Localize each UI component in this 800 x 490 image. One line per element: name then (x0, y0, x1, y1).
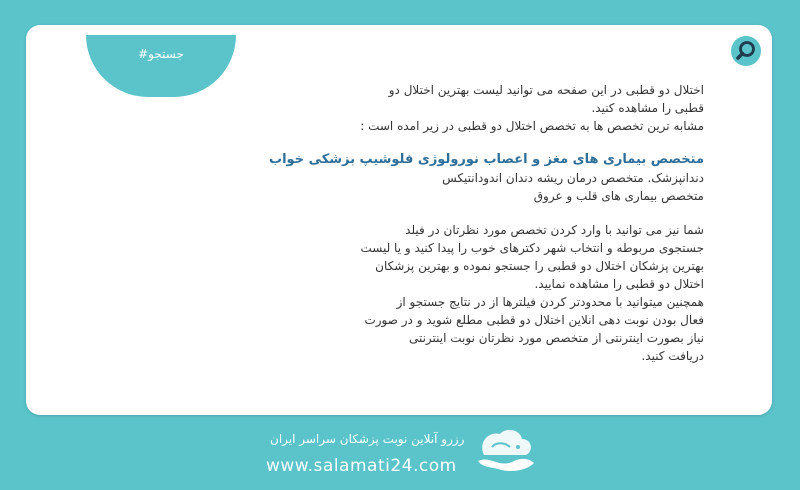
paragraph-line: بهترین پزشکان اختلال دو قطبی را جستجو نموده و بهترین پزشکان (375, 259, 704, 273)
footer-url[interactable]: www.salamati24.com (266, 456, 457, 476)
spacer (224, 205, 704, 221)
specialty-link[interactable]: متخصص بیماری های قلب و عروق (533, 189, 704, 203)
paragraph-line: نیاز بصورت اینترنتی از متخصص مورد نظرتان نوبت اینترنتی (408, 331, 704, 345)
intro-line: اختلال دو قطبی در این صفحه می توانید لیست بهترین اختلال دو (388, 83, 704, 97)
specialty-link[interactable]: دندانپزشک. متخصص درمان ریشه دندان اندودانتیکس (442, 171, 704, 185)
footer-tagline: رزرو آنلاین نوبت پزشکان سراسر ایران (270, 432, 465, 446)
content-body (224, 81, 704, 365)
hashtag-tab[interactable] (86, 35, 236, 97)
search-button[interactable] (731, 36, 761, 66)
hashtag-label[interactable]: #جستجو (138, 47, 184, 61)
paragraph-line: همچنین میتوانید با محدودتر کردن فیلترها از در نتایج جستجو از (396, 295, 704, 309)
paragraph-line: دریافت کنید. (641, 349, 704, 363)
intro-line: قطبی را مشاهده کنید. (591, 101, 704, 115)
paragraph-line: شما نیز می توانید با وارد کردن تخصص مورد نظرتان در فیلد (405, 223, 704, 237)
specialties-heading[interactable]: متخصص بیماری های مغز و اعصاب نورولوژی فلوشیپ بزشکی خواب (269, 152, 704, 167)
search-icon (731, 36, 761, 66)
paragraph-line: فعال بودن نوبت دهی انلاین اختلال دو قطبی مطلع شوید و در صورت (364, 313, 704, 327)
content-card (26, 25, 772, 415)
salamati-logo (470, 425, 540, 477)
paragraph-line: جستجوی مربوطه و انتخاب شهر دکترهای خوب را پیدا کنید و یا لیست (360, 241, 704, 255)
intro-line: مشابه ترین تخصص ها به تخصص اختلال دو قطبی در زیر امده است : (360, 119, 704, 133)
paragraph-line: اختلال دو قطبی را مشاهده نمایید. (534, 277, 704, 291)
